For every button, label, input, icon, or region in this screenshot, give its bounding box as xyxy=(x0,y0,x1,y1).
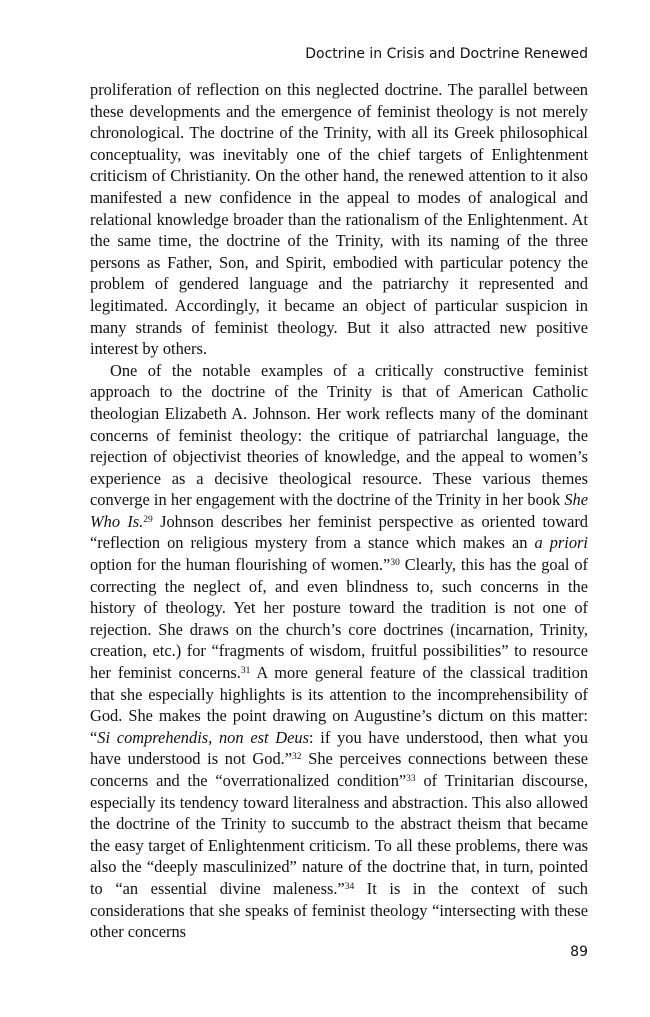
book-title: She Who Is. xyxy=(90,490,588,531)
footnote-ref-34[interactable]: 34 xyxy=(344,881,355,892)
page-number: 89 xyxy=(570,944,588,960)
footnote-ref-31[interactable]: 31 xyxy=(240,666,251,677)
footnote-ref-32[interactable]: 32 xyxy=(292,752,302,763)
footnote-ref-33[interactable]: 33 xyxy=(406,774,416,784)
footnote-ref-30[interactable]: 30 xyxy=(390,558,400,569)
latin-dictum: Si comprehendis, non est Deus xyxy=(97,727,309,747)
footnote-ref-29[interactable]: 29 xyxy=(143,514,153,525)
body-text xyxy=(90,79,588,943)
paragraph-1: proliferation of reflection on this neglected doctrine. The parallel between these developments and the emergence of feminist theology is not merely chronological. The doctrine of the Trinity, with all its Greek philosophical conceptuality, was inevitably one of the chief targets of Enlightenment criticism of Christianity. On the other hand, the renewed attention to it also manifested a new confidence in the appeal to modes of analogical and relational knowledge broader than the rationalism of the Enlightenment. At the same time, the doctrine of the Trinity, with its naming of the three persons as Father, Son, and Spirit, embodied with particular potency the problem of gendered language and the patriarchy it represented and legitimated. Accordingly, it became an object of particular suspicion in many strands of feminist theology. But it also attracted new positive interest by others. xyxy=(90,80,588,359)
running-header: Doctrine in Crisis and Doctrine Renewed xyxy=(305,46,588,62)
paragraph-2: One of the notable examples of a critically constructive feminist approach to the doctrine of the Trinity is that of American Catholic theologian Elizabeth A. Johnson. Her work reflects many of the dominant concerns of feminist theology: the critique of patriarchal language, the rejection of objectivist theories of knowledge, and the appeal to women’s experience as a decisive theological resource. These various themes converge in her engagement with the doctrine of the Trinity in her book She Who Is.$^{29}$ Johnson describes her feminist perspective as oriented toward “reflection on religious mystery from a stance which makes an a priori option for the human flourishing of women.”$^{30}$ Clearly, this has the goal of correcting the neglect of, and even blindness to, such concerns in the history of theology. Yet her posture toward the tradition is not one of rejection. She draws on the church’s core doctrines (incarnation, Trinity, creation, etc.) for “fragments of wisdom, fruitful possibilities” to resource her feminist concerns.$^{31}$ A more general feature of the classical tradition that she especially highlights is its attention to the incomprehensibility of God. She makes the point drawing on Augustine’s dictum on this matter: “Si comprehendis, non est Deus: if you have understood, then what you have understood is not God.”$^{32}$ She perceives connections between these concerns and the “overrationalized condition”$^{33}$ of Trinitarian discourse, especially its tendency toward literalness and abstraction. This also allowed the doctrine of the Trinity to succumb to the abstract theism that became the easy target of Enlightenment criticism. To all these problems, there was also the “deeply masculinized” nature of the doctrine that, in turn, pointed to “an essential divine maleness.”$^{34}$ It is in the context of such considerations that she speaks of feminist theology “intersecting with these other concerns xyxy=(90,360,589,942)
